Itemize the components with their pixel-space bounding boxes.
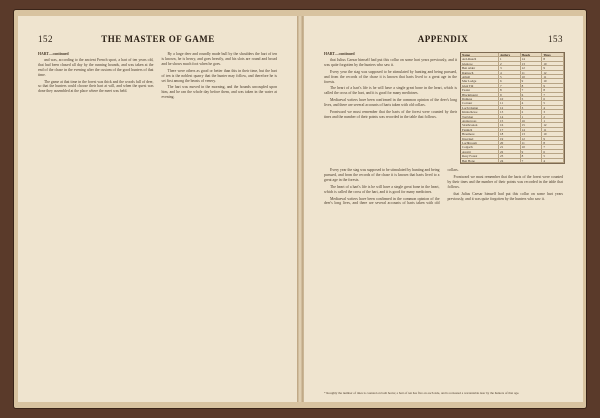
table-cell: 7: [542, 93, 564, 97]
table-cell: 6: [499, 79, 521, 83]
left-paragraph: and was, according to the ancient French sport, a hart of ten years old, that had been chased all day by the running hounds, and was taken at the end of the chase in the evening after the custom of the good hunters of that time.: [38, 57, 154, 77]
table-cell: 10: [499, 97, 521, 101]
table-cell: 9: [542, 84, 564, 88]
left-page-text: [38, 52, 277, 388]
table-cell: 19: [499, 137, 521, 141]
table-cell: 9: [542, 137, 564, 141]
table-cell: 14: [499, 115, 521, 119]
right-paragraph: Mediaeval writers have been confirmed in the common opinion of the deer's long lives, and there are several accounts of harts taken with old collars.: [324, 168, 459, 206]
table-cell: 8: [499, 88, 521, 92]
table-cell: 16: [521, 119, 543, 123]
table-cell: Dalness: [461, 97, 499, 101]
left-paragraph: The hart was moved in the morning, and the hounds uncoupled upon him, and he ran the whole day before them, and was taken in the water at evening.: [161, 85, 277, 100]
right-page-number: 153: [548, 34, 563, 44]
table-cell: 12: [542, 71, 564, 75]
right-paragraph: The heart of a hart's life is he will have a single great bone in the heart, which is called the cross of the hart, and it is good for many medicines.: [324, 184, 440, 194]
table-cell: 11: [521, 71, 543, 75]
table-cell: Fealar: [461, 88, 499, 92]
table-cell: Reay Forest: [461, 154, 499, 158]
table-cell: Ben Alder: [461, 66, 499, 70]
table-cell: 5: [542, 154, 564, 158]
table-cell: 11: [542, 75, 564, 79]
right-paragraph: that Julius Caesar himself had put this collar on some hart years previously, and it was quite forgotten by the hunters who saw it.: [447, 191, 563, 201]
right-page-lower-text: [324, 168, 563, 378]
table-cell: Assynt: [461, 150, 499, 154]
table-cell: 4: [521, 101, 543, 105]
left-paragraph: The game at that time in the forest was thick and the woods full of deer, so that the hunters could choose their hart at will, and when the quest was done they assembled at the place where the meet was held.: [38, 79, 154, 94]
table-cell: Mar Lodge: [461, 79, 499, 83]
table-cell: 7: [521, 159, 543, 163]
table-cell: 14: [521, 128, 543, 132]
right-paragraph: Mediaeval writers have been confirmed in the common opinion of the deer's long lives, and there are several accounts of harts taken with old collars.: [324, 98, 457, 108]
table-cell: 7: [542, 145, 564, 149]
table-cell: 17: [499, 128, 521, 132]
table-cell: Rannoch: [461, 71, 499, 75]
left-page-number: 152: [38, 34, 53, 44]
table-cell: 3: [499, 66, 521, 70]
table-cell: 1: [499, 57, 521, 61]
table-cell: 7: [499, 84, 521, 88]
table-cell: Kinlochewe: [461, 110, 499, 114]
table-cell: Inverlael: [461, 137, 499, 141]
table-cell: 13: [521, 132, 543, 136]
antler-table: [460, 52, 565, 164]
footnote: * Roughly the number of tines is counted on both horns; a hart of ten has five on each side, and is reckoned a warrantable deer by the hunters of that age.: [324, 391, 520, 396]
table-cell: 11: [499, 101, 521, 105]
right-paragraph: Every year the stag was supposed to be stimulated by hunting and being pursued, and from the records of the chase it is known that harts lived to a great age in the forests.: [324, 69, 457, 84]
table-cell: 8: [542, 57, 564, 61]
table-cell: 5: [542, 101, 564, 105]
table-cell: 13: [521, 62, 543, 66]
table-cell: Torridon: [461, 115, 499, 119]
table-cell: 2: [499, 62, 521, 66]
table-cell: 7: [521, 88, 543, 92]
open-book: [14, 10, 586, 408]
table-cell: 6: [521, 93, 543, 97]
table-cell: 10: [521, 75, 543, 79]
table-cell: 5: [499, 75, 521, 79]
table-cell: 2: [521, 110, 543, 114]
table-cell: 15: [499, 119, 521, 123]
table-cell: 22: [499, 150, 521, 154]
table-header: Name: [461, 53, 499, 57]
table-header: Antlers: [499, 53, 521, 57]
left-paragraph: By a large deer and roundly made bull by the shoulders the hart of ten is known, he is heavy, and goes heavily, and his slots are round and broad and he shows much foot when he goes.: [161, 52, 277, 66]
table-cell: Fannich: [461, 128, 499, 132]
table-cell: Ben Hope: [461, 159, 499, 163]
table-cell: Lochbroom: [461, 141, 499, 145]
table-header: Tines: [542, 53, 564, 57]
right-running-title: APPENDIX: [417, 34, 469, 44]
table-cell: Corrour: [461, 101, 499, 105]
table-cell: 9: [521, 150, 543, 154]
left-paragraph: There were others as good or better than this in their time, but the hart of ten is the noblest quarry that the hunter may follow, and therefore he is set first among the beasts of venery.: [161, 68, 277, 83]
left-page-header: [38, 30, 277, 44]
table-cell: 11: [521, 141, 543, 145]
table-cell: Glencoe: [461, 62, 499, 66]
table-cell: 4: [499, 71, 521, 75]
table-cell: 8: [542, 88, 564, 92]
left-running-title: THE MASTER OF GAME: [101, 34, 215, 44]
right-paragraph: that Julius Caesar himself had put this collar on some hart years previously, and it was quite forgotten by the hunters who saw it.: [324, 57, 457, 67]
table-cell: 14: [521, 57, 543, 61]
table-cell: 18: [499, 132, 521, 136]
right-page-header: [324, 30, 563, 44]
table-cell: 1: [521, 115, 543, 119]
table-cell: 4: [542, 106, 564, 110]
left-section-heading: HART—continued: [38, 52, 69, 56]
table-cell: 12: [499, 106, 521, 110]
table-cell: 12: [521, 137, 543, 141]
table-cell: 8: [542, 141, 564, 145]
table-cell: Ard-Ruach: [461, 57, 499, 61]
table-cell: 9: [542, 66, 564, 70]
table-cell: 3: [542, 110, 564, 114]
table-cell: 15: [521, 123, 543, 127]
table-cell: Atholl: [461, 75, 499, 79]
table-cell: Blackmount: [461, 93, 499, 97]
table-cell: 23: [499, 154, 521, 158]
table-cell: Braemore: [461, 132, 499, 136]
table-cell: Loch Ossian: [461, 106, 499, 110]
table-cell: 3: [521, 106, 543, 110]
table-cell: 8: [521, 154, 543, 158]
table-cell: 21: [499, 145, 521, 149]
table-cell: 8: [521, 84, 543, 88]
right-paragraph: Every year the stag was supposed to be stimulated by hunting and being pursued, and from the records of the chase it is known that harts lived to a great age in the forests.: [324, 168, 440, 182]
table-cell: 20: [499, 141, 521, 145]
table-header: Heads: [521, 53, 543, 57]
table-cell: 2: [542, 115, 564, 119]
right-paragraph: The heart of a hart's life is he will have a single great bone in the heart, which is called the cross of the hart, and it is good for many medicines.: [324, 86, 457, 96]
table-cell: 9: [521, 79, 543, 83]
table-cell: 10: [521, 145, 543, 149]
right-page: [303, 16, 583, 402]
table-cell: Glen Tilt: [461, 84, 499, 88]
table-cell: Strathconon: [461, 123, 499, 127]
table-cell: 12: [521, 66, 543, 70]
table-cell: 4: [542, 159, 564, 163]
table-cell: 1: [542, 119, 564, 123]
table-cell: 12: [542, 123, 564, 127]
right-paragraph: Frontward we must remember that the harts of the forest were counted by their tines and the number of their points was recorded in the table that follows.: [324, 110, 457, 119]
table-cell: Coigach: [461, 145, 499, 149]
table-cell: 5: [521, 97, 543, 101]
table-cell: 6: [542, 150, 564, 154]
table-cell: 10: [542, 62, 564, 66]
table-cell: 13: [499, 110, 521, 114]
table-cell: 9: [499, 93, 521, 97]
right-paragraph: Frontward we must remember that the harts of the forest were counted by their tines and the number of their points was recorded in the table that follows.: [447, 174, 563, 189]
table-cell: 10: [542, 132, 564, 136]
table-cell: Applecross: [461, 119, 499, 123]
table-cell: 11: [542, 128, 564, 132]
table-cell: 24: [499, 159, 521, 163]
left-page: [18, 16, 298, 402]
table-cell: 6: [542, 97, 564, 101]
table-cell: 10: [542, 79, 564, 83]
right-section-heading: HART—continued: [324, 52, 355, 56]
table-cell: 16: [499, 123, 521, 127]
